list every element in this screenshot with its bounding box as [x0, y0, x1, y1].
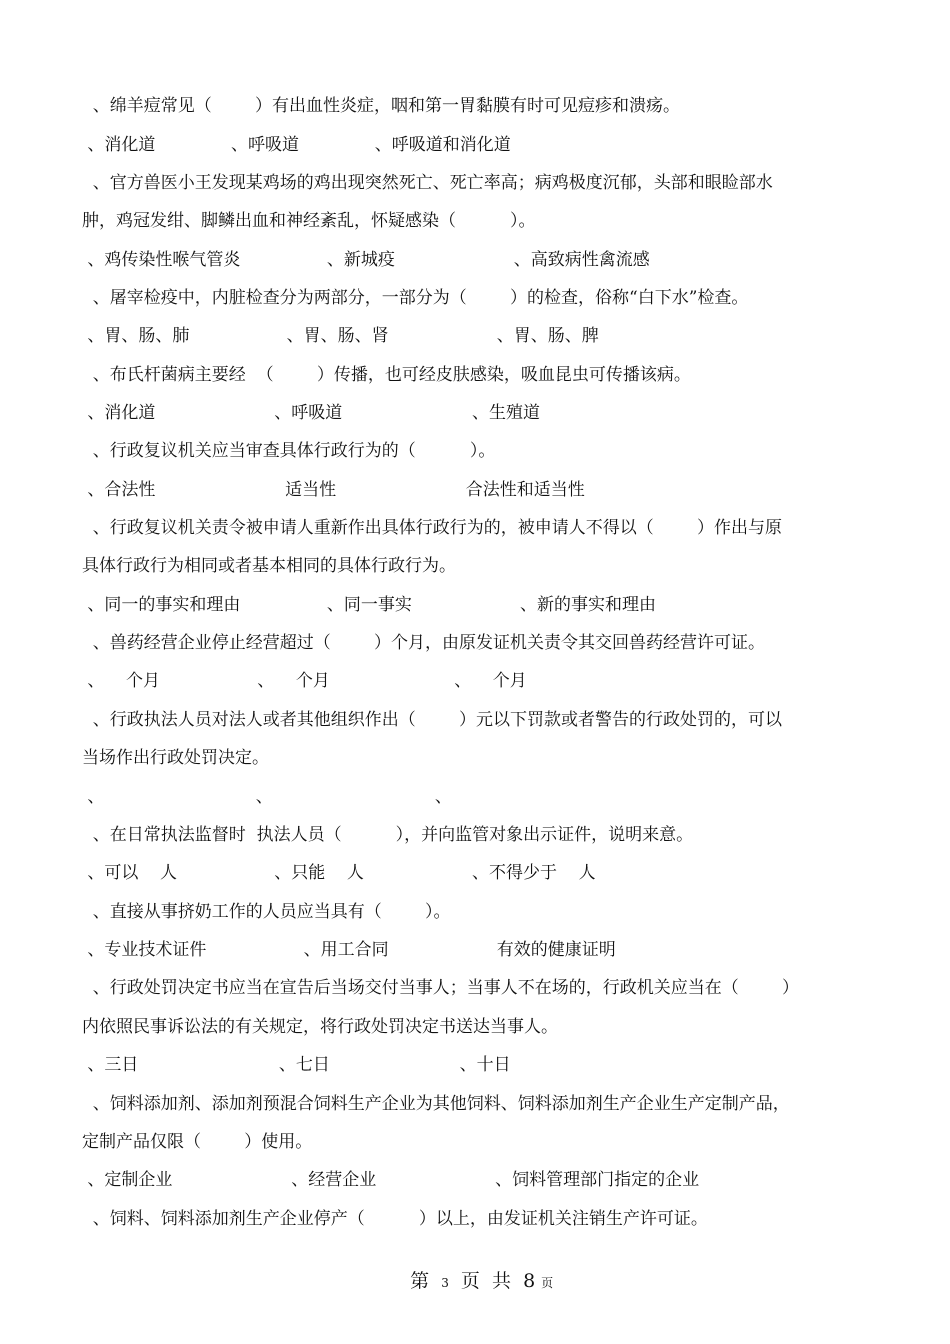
question-line: 肿，鸡冠发绀、脚鳞出血和神经紊乱，怀疑感染（ ）。 [82, 211, 536, 231]
question-line: 具体行政行为相同或者基本相同的具体行政行为。 [82, 556, 456, 576]
option-line: 、合法性 适当性 合法性和适当性 [82, 480, 585, 500]
page-footer [398, 1245, 553, 1295]
question-line: 当场作出行政处罚决定。 [82, 748, 269, 768]
footer-suffix: 页 [541, 1276, 554, 1290]
question-line: 、直接从事挤奶工作的人员应当具有（ ）。 [82, 902, 451, 922]
question-line: 、布氏杆菌病主要经 （ ）传播，也可经皮肤感染，吸血昆虫可传播该病。 [82, 365, 691, 385]
question-line: 、行政处罚决定书应当在宣告后当场交付当事人；当事人不在场的，行政机关应当在（ ） [82, 978, 800, 998]
option-line: 、定制企业 、经营企业 、饲料管理部门指定的企业 [82, 1170, 700, 1190]
option-line: 、可以 人 、只能 人 、不得少于 人 [82, 863, 596, 883]
footer-middle: 页 共 [448, 1270, 524, 1292]
question-line: 、官方兽医小王发现某鸡场的鸡出现突然死亡、死亡率高；病鸡极度沉郁，头部和眼睑部水 [82, 173, 773, 193]
question-line: 、行政执法人员对法人或者其他组织作出（ ）元以下罚款或者警告的行政处罚的，可以 [82, 710, 783, 730]
option-line: 、胃、肠、肺 、胃、肠、肾 、胃、肠、脾 [82, 326, 599, 346]
option-line: 、 个月 、 个月 、 个月 [82, 671, 527, 691]
footer-prefix: 第 [410, 1270, 442, 1292]
question-line: 定制产品仅限（ ）使用。 [82, 1132, 313, 1152]
option-line: 、消化道 、呼吸道 、生殖道 [82, 403, 540, 423]
question-line: 、绵羊痘常见（ ）有出血性炎症，咽和第一胃黏膜有时可见痘疹和溃疡。 [82, 96, 681, 116]
question-line: 、饲料添加剂、添加剂预混合饲料生产企业为其他饲料、饲料添加剂生产企业生产定制产品， [82, 1094, 790, 1114]
question-line: 、行政复议机关责令被申请人重新作出具体行政行为的，被申请人不得以（ ）作出与原 [82, 518, 783, 538]
question-line: 、饲料、饲料添加剂生产企业停产（ ）以上，由发证机关注销生产许可证。 [82, 1209, 708, 1229]
question-line: 、行政复议机关应当审查具体行政行为的（ ）。 [82, 441, 496, 461]
question-line: 、在日常执法监督时 执法人员（ ），并向监管对象出示证件，说明来意。 [82, 825, 694, 845]
question-line: 、兽药经营企业停止经营超过（ ）个月，由原发证机关责令其交回兽药经营许可证。 [82, 633, 766, 653]
question-line: 、屠宰检疫中，内脏检查分为两部分，一部分为（ ）的检查，俗称“白下水”检查。 [82, 288, 749, 308]
option-line: 、消化道 、呼吸道 、呼吸道和消化道 [82, 135, 511, 155]
option-line: 、三日 、七日 、十日 [82, 1055, 511, 1075]
current-page-number: 3 [441, 1276, 449, 1290]
option-line: 、专业技术证件 、用工合同 有效的健康证明 [82, 940, 616, 960]
total-pages-number: 8 [523, 1270, 536, 1292]
question-line: 内依照民事诉讼法的有关规定，将行政处罚决定书送达当事人。 [82, 1017, 558, 1037]
option-line: 、同一的事实和理由 、同一事实 、新的事实和理由 [82, 595, 656, 615]
option-line: 、鸡传染性喉气管炎 、新城疫 、高致病性禽流感 [82, 250, 650, 270]
option-line: 、 、 、 [82, 787, 452, 807]
